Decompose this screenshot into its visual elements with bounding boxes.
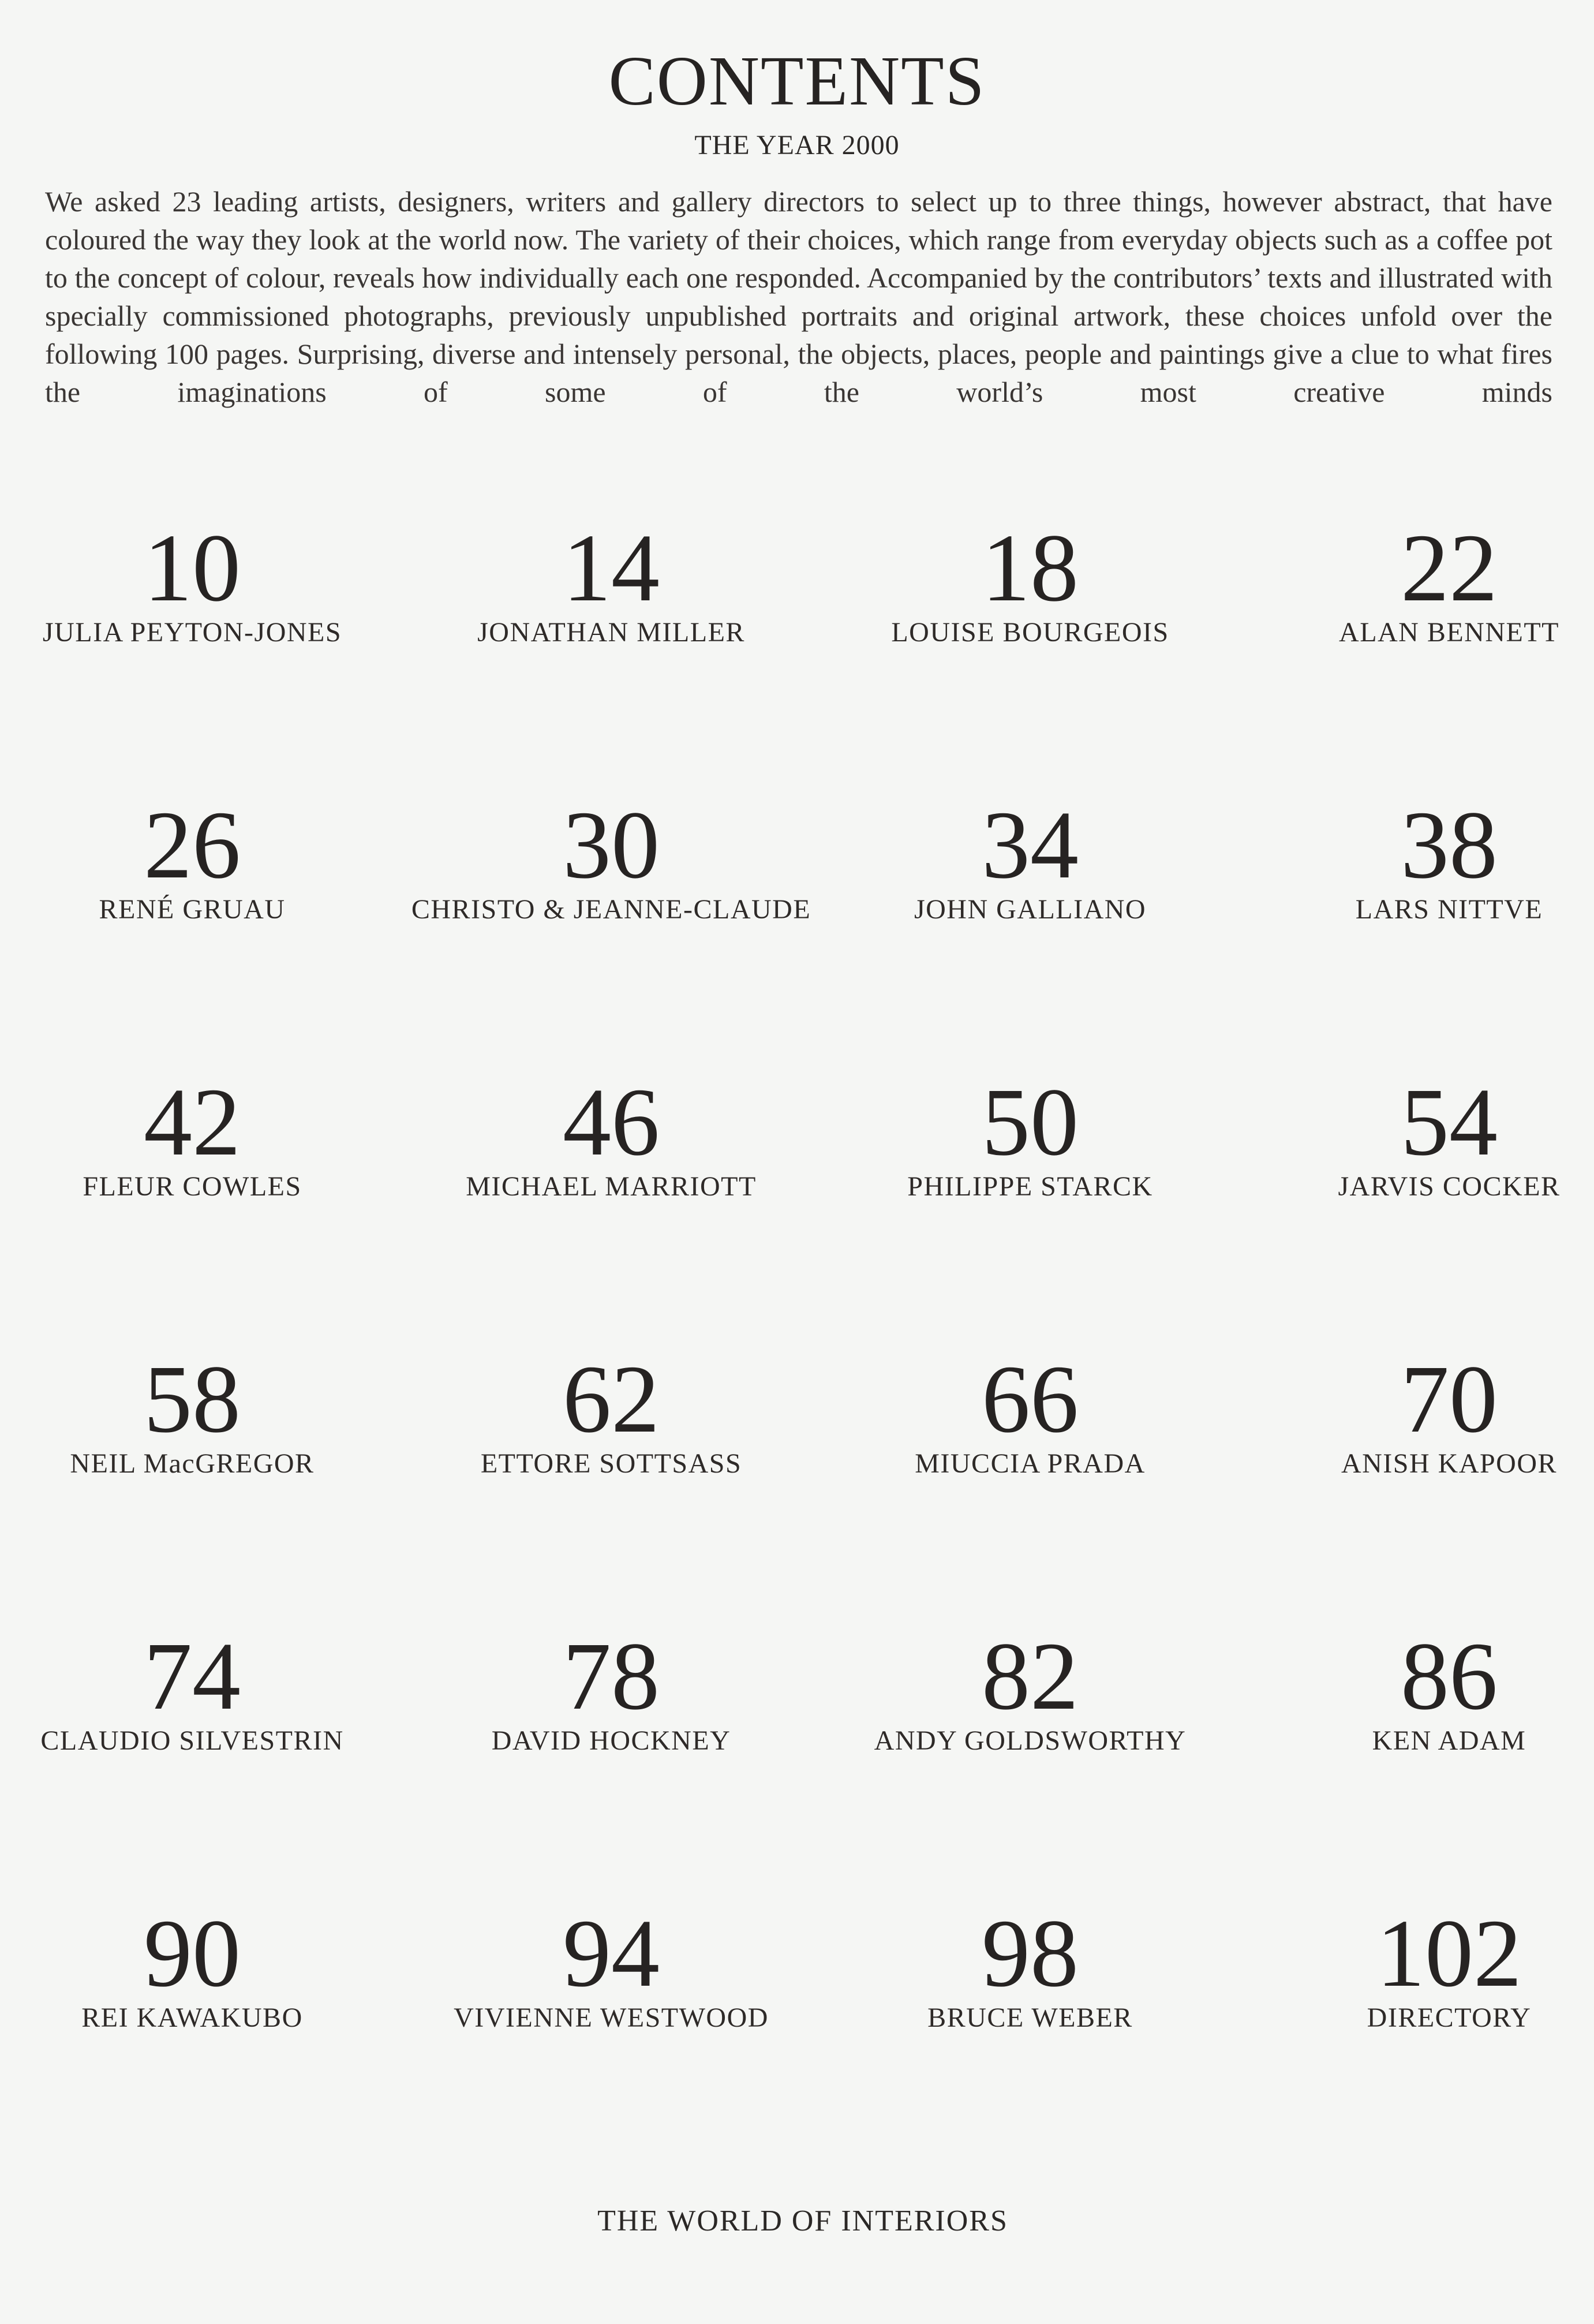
page-title: CONTENTS	[608, 42, 986, 120]
entry-page-number: 98	[982, 1900, 1079, 2007]
entry-contributor: FLEUR COWLES	[83, 1171, 302, 1202]
contents-entry[interactable]	[421, 1893, 802, 2170]
contents-entry[interactable]	[1259, 508, 1594, 785]
entry-contributor: JONATHAN MILLER	[477, 617, 745, 648]
entry-contributor: JULIA PEYTON-JONES	[42, 617, 342, 648]
contents-entry[interactable]	[411, 785, 811, 1062]
entry-page-number: 102	[1376, 1900, 1522, 2007]
entry-page-number: 46	[563, 1068, 660, 1176]
entry-contributor: DIRECTORY	[1367, 2002, 1532, 2033]
entry-page-number: 18	[982, 514, 1079, 622]
entry-contributor: CLAUDIO SILVESTRIN	[40, 1725, 344, 1756]
entry-page-number: 22	[1401, 514, 1498, 622]
contents-entry[interactable]	[2, 1339, 383, 1616]
contents-entry[interactable]	[421, 1339, 802, 1616]
entry-page-number: 78	[563, 1623, 660, 1730]
entry-page-number: 34	[982, 791, 1079, 899]
entry-contributor: KEN ADAM	[1372, 1725, 1526, 1756]
contents-entry[interactable]	[840, 1339, 1221, 1616]
contents-entry[interactable]	[2, 1893, 383, 2170]
entry-page-number: 58	[144, 1346, 241, 1453]
contents-entry[interactable]	[2, 508, 383, 785]
page-subtitle: THE YEAR 2000	[694, 130, 900, 160]
entry-contributor: VIVIENNE WESTWOOD	[454, 2002, 769, 2033]
entry-page-number: 82	[982, 1623, 1079, 1730]
entry-page-number: 62	[563, 1346, 660, 1453]
contents-entry[interactable]	[840, 1893, 1221, 2170]
contents-entry[interactable]	[2, 785, 383, 1062]
entry-contributor: ALAN BENNETT	[1339, 617, 1559, 648]
contents-entry[interactable]	[1259, 1339, 1594, 1616]
contents-entry[interactable]	[1259, 785, 1594, 1062]
entry-contributor: JARVIS COCKER	[1338, 1171, 1561, 1202]
entry-page-number: 90	[144, 1900, 241, 2007]
entry-page-number: 50	[982, 1068, 1079, 1176]
entry-page-number: 38	[1401, 791, 1498, 899]
entry-contributor: NEIL MacGREGOR	[70, 1448, 315, 1479]
entry-page-number: 94	[563, 1900, 660, 2007]
entry-page-number: 30	[563, 791, 660, 899]
intro-paragraph: We asked 23 leading artists, designers, writers and gallery directors to select up to three things, however abstract, that have coloured the way they look at the world now. The variety of their choices, which range from everyday objects such as a coffee pot to the concept of colour, reveals how individually each one responded. Accompanied by the contributors’ texts and illustrated with specially commissioned photographs, previously unpublished portraits and original artwork, these choices unfold over the following 100 pages. Surprising, diverse and intensely personal, the objects, places, people and paintings give a clue to what fires the imaginations of some of the world’s most creative minds	[45, 185, 1552, 408]
contents-entry[interactable]	[2, 1616, 383, 1893]
entry-contributor: BRUCE WEBER	[927, 2002, 1133, 2033]
entry-contributor: PHILIPPE STARCK	[907, 1171, 1153, 1202]
contents-entry[interactable]	[840, 1616, 1221, 1893]
entry-contributor: ANDY GOLDSWORTHY	[874, 1725, 1187, 1756]
entry-contributor: ETTORE SOTTSASS	[480, 1448, 742, 1479]
entry-contributor: RENÉ GRUAU	[99, 894, 286, 925]
contents-entry[interactable]	[1259, 1062, 1594, 1339]
contents-entry[interactable]	[2, 1062, 383, 1339]
entry-page-number: 42	[144, 1068, 241, 1176]
entry-contributor: REI KAWAKUBO	[81, 2002, 303, 2033]
entry-contributor: LOUISE BOURGEOIS	[891, 617, 1169, 648]
entry-page-number: 54	[1401, 1068, 1498, 1176]
contents-entry[interactable]	[840, 785, 1221, 1062]
contents-entry[interactable]	[421, 1062, 802, 1339]
entry-page-number: 86	[1401, 1623, 1498, 1730]
contents-entry[interactable]	[840, 1062, 1221, 1339]
contents-entry[interactable]	[421, 1616, 802, 1893]
entry-contributor: LARS NITTVE	[1355, 894, 1543, 925]
entry-page-number: 26	[144, 791, 241, 899]
contents-entry[interactable]	[1259, 1616, 1594, 1893]
entry-page-number: 10	[144, 514, 241, 622]
entry-contributor: MICHAEL MARRIOTT	[466, 1171, 757, 1202]
entry-contributor: JOHN GALLIANO	[914, 894, 1147, 925]
entry-page-number: 70	[1401, 1346, 1498, 1453]
contents-entry[interactable]	[1259, 1893, 1594, 2170]
contents-entry[interactable]	[421, 508, 802, 785]
entry-contributor: ANISH KAPOOR	[1341, 1448, 1558, 1479]
entry-contributor: CHRISTO & JEANNE-CLAUDE	[411, 894, 811, 925]
entry-page-number: 66	[982, 1346, 1079, 1453]
magazine-footer: THE WORLD OF INTERIORS	[597, 2205, 1008, 2237]
contents-entry[interactable]	[840, 508, 1221, 785]
contents-grid	[0, 508, 1594, 2078]
entry-page-number: 74	[144, 1623, 241, 1730]
entry-page-number: 14	[563, 514, 660, 622]
entry-contributor: MIUCCIA PRADA	[915, 1448, 1146, 1479]
entry-contributor: DAVID HOCKNEY	[491, 1725, 731, 1756]
